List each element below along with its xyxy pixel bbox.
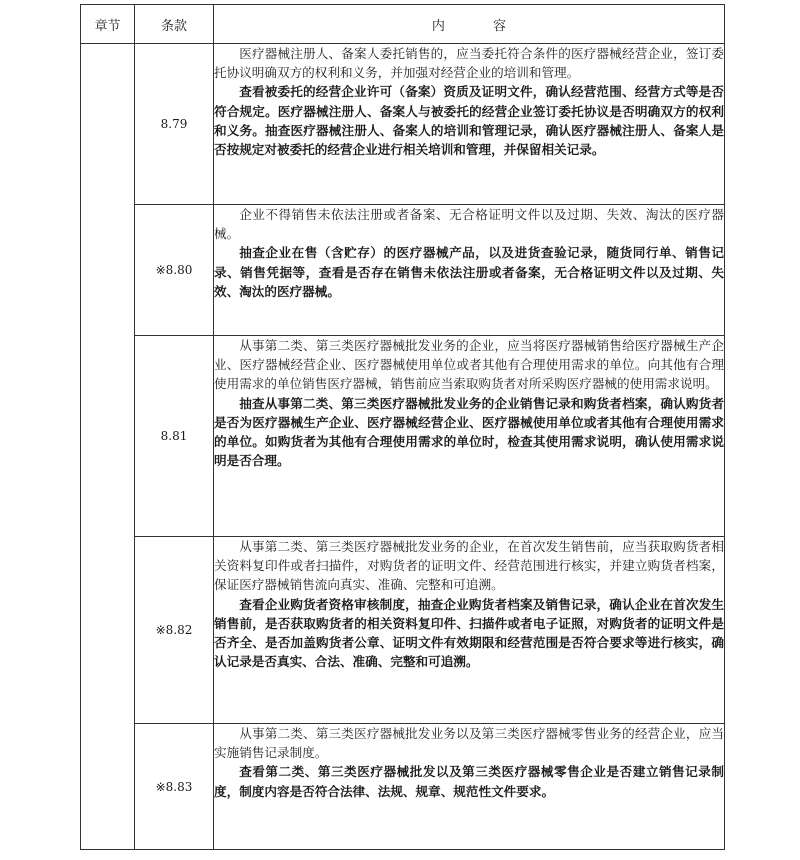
inspection-text: 抽查从事第二类、第三类医疗器械批发业务的企业销售记录和购货者档案，确认购货者是否为医疗器械生产企业、医疗器械经营企业、医疗器械使用单位或者其他有合理使用需求的单位。如购货者为其他有合理使用需求的单位时，检查其使用需求说明，确认使用需求说明是否合理。 — [214, 395, 724, 469]
clause-number: 8.81 — [135, 336, 214, 537]
table-row — [81, 205, 725, 336]
table-row — [81, 44, 725, 205]
table-row — [81, 336, 725, 537]
table-row — [81, 537, 725, 724]
requirement-text: 从事第二类、第三类医疗器械批发业务的企业，在首次发生销售前，应当获取购货者相关资料复印件或者扫描件，对购货者的证明文件、经营范围进行核实，并建立购货者档案，保证医疗器械销售流向真实、准确、完整和可追溯。 — [214, 539, 724, 593]
table-row — [81, 724, 725, 850]
requirement-text: 从事第二类、第三类医疗器械批发业务的企业，应当将医疗器械销售给医疗器械生产企业、医疗器械经营企业、医疗器械使用单位或者其他有合理使用需求的单位。向其他有合理使用需求的单位销售医疗器械，销售前应当索取购货者对所采购医疗器械的使用需求说明。 — [214, 338, 724, 392]
clause-content — [214, 537, 725, 724]
header-clause: 条款 — [135, 5, 214, 44]
clause-content — [214, 724, 725, 850]
chapter-cell — [81, 44, 135, 850]
clause-content — [214, 336, 725, 537]
header-content: 内 容 — [214, 5, 725, 44]
inspection-text: 查看被委托的经营企业许可（备案）资质及证明文件，确认经营范围、经营方式等是否符合规定。医疗器械注册人、备案人与被委托的经营企业签订委托协议是否明确双方的权利和义务。抽查医疗器械注册人、备案人的培训和管理记录，确认医疗器械注册人、备案人是否按规定对被委托的经营企业进行相关培训和管理，并保留相关记录。 — [214, 84, 724, 158]
requirement-text: 从事第二类、第三类医疗器械批发业务以及第三类医疗器械零售业务的经营企业，应当实施销售记录制度。 — [214, 726, 724, 761]
requirement-text: 企业不得销售未依法注册或者备案、无合格证明文件以及过期、失效、淘汰的医疗器械。 — [214, 207, 724, 242]
inspection-text: 抽查企业在售（含贮存）的医疗器械产品，以及进货查验记录，随货同行单、销售记录、销售凭据等，查看是否存在销售未依法注册或者备案，无合格证明文件以及过期、失效、淘汰的医疗器械。 — [214, 245, 724, 299]
table-header — [81, 5, 725, 44]
clause-number: ※8.82 — [135, 537, 214, 724]
clause-number: ※8.80 — [135, 205, 214, 336]
clause-content — [214, 44, 725, 205]
clause-number: ※8.83 — [135, 724, 214, 850]
inspection-text: 查看企业购货者资格审核制度，抽查企业购货者档案及销售记录，确认企业在首次发生销售前，是否获取购货者的相关资料复印件、扫描件或者电子证照，对购货者的证明文件是否齐全、是否加盖购货者公章、证明文件有效期限和经营范围是否符合要求等进行核实，确认记录是否真实、合法、准确、完整和可追溯。 — [214, 596, 724, 670]
requirement-text: 医疗器械注册人、备案人委托销售的，应当委托符合条件的医疗器械经营企业，签订委托协议明确双方的权利和义务，并加强对经营企业的培训和管理。 — [214, 46, 724, 81]
header-chapter: 章节 — [81, 5, 135, 44]
inspection-text: 查看第二类、第三类医疗器械批发以及第三类医疗器械零售企业是否建立销售记录制度，制度内容是否符合法律、法规、规章、规范性文件要求。 — [214, 764, 724, 799]
clause-content — [214, 205, 725, 336]
clause-table — [80, 4, 725, 850]
clause-number: 8.79 — [135, 44, 214, 205]
